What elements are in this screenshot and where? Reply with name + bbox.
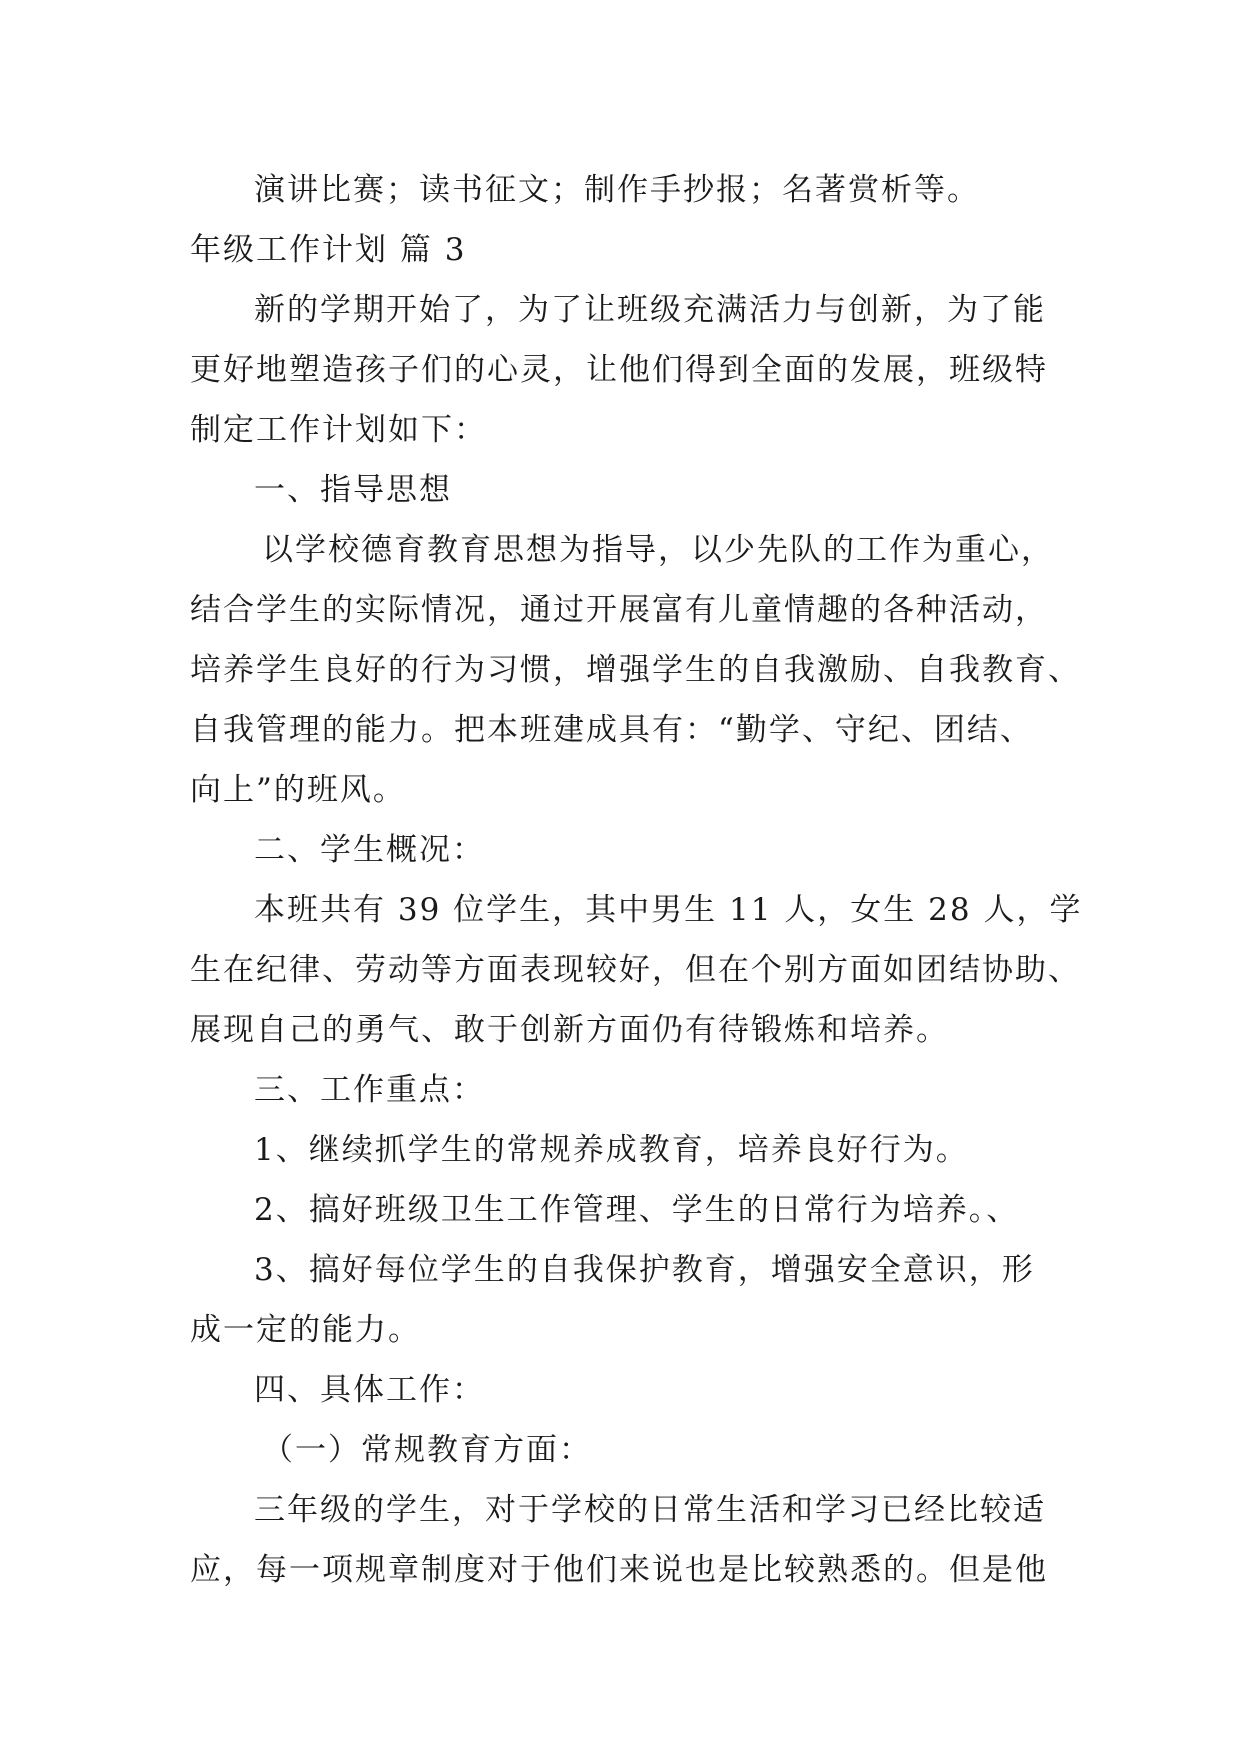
text-line: 以学校德育教育思想为指导，以少先队的工作为重心， [262,532,1054,568]
text-line: 三年级的学生，对于学校的日常生活和学习已经比较适 [254,1492,1046,1528]
text-line: 自我管理的能力。把本班建成具有：“勤学、守纪、团结、 [190,712,1033,748]
heading-student-overview: 二、学生概况： [254,832,485,868]
text-line: 应，每一项规章制度对于他们来说也是比较熟悉的。但是他 [190,1552,1048,1588]
text-line: 展现自己的勇气、敢于创新方面仍有待锻炼和培养。 [190,1012,949,1048]
text-line: 结合学生的实际情况，通过开展富有儿童情趣的各种活动， [190,592,1048,628]
text-line: 新的学期开始了，为了让班级充满活力与创新，为了能 [254,292,1046,328]
heading-specific-work: 四、具体工作： [254,1372,485,1408]
text-line: 向上”的班风。 [190,772,406,808]
list-item: 1、继续抓学生的常规养成教育，培养良好行为。 [254,1132,969,1168]
text-line: 制定工作计划如下： [190,412,487,448]
document-body [190,160,1083,1600]
list-item: 3、搞好每位学生的自我保护教育，增强安全意识，形 [254,1252,1035,1288]
subheading-routine-education: （一）常规教育方面： [262,1432,592,1468]
text-line: 生在纪律、劳动等方面表现较好，但在个别方面如团结协助、 [190,952,1081,988]
heading-work-focus: 三、工作重点： [254,1072,485,1108]
section-title: 年级工作计划 篇 3 [190,232,467,268]
text-line: 培养学生良好的行为习惯，增强学生的自我激励、自我教育、 [190,652,1081,688]
text-line: 更好地塑造孩子们的心灵，让他们得到全面的发展，班级特 [190,352,1048,388]
heading-guiding-thought: 一、指导思想 [254,472,452,508]
list-item: 2、搞好班级卫生工作管理、学生的日常行为培养。、 [254,1192,1020,1228]
text-line: 本班共有 39 位学生，其中男生 11 人，女生 28 人，学 [254,892,1083,928]
text-line: 演讲比赛；读书征文；制作手抄报；名著赏析等。 [254,172,980,208]
text-line: 成一定的能力。 [190,1312,421,1348]
